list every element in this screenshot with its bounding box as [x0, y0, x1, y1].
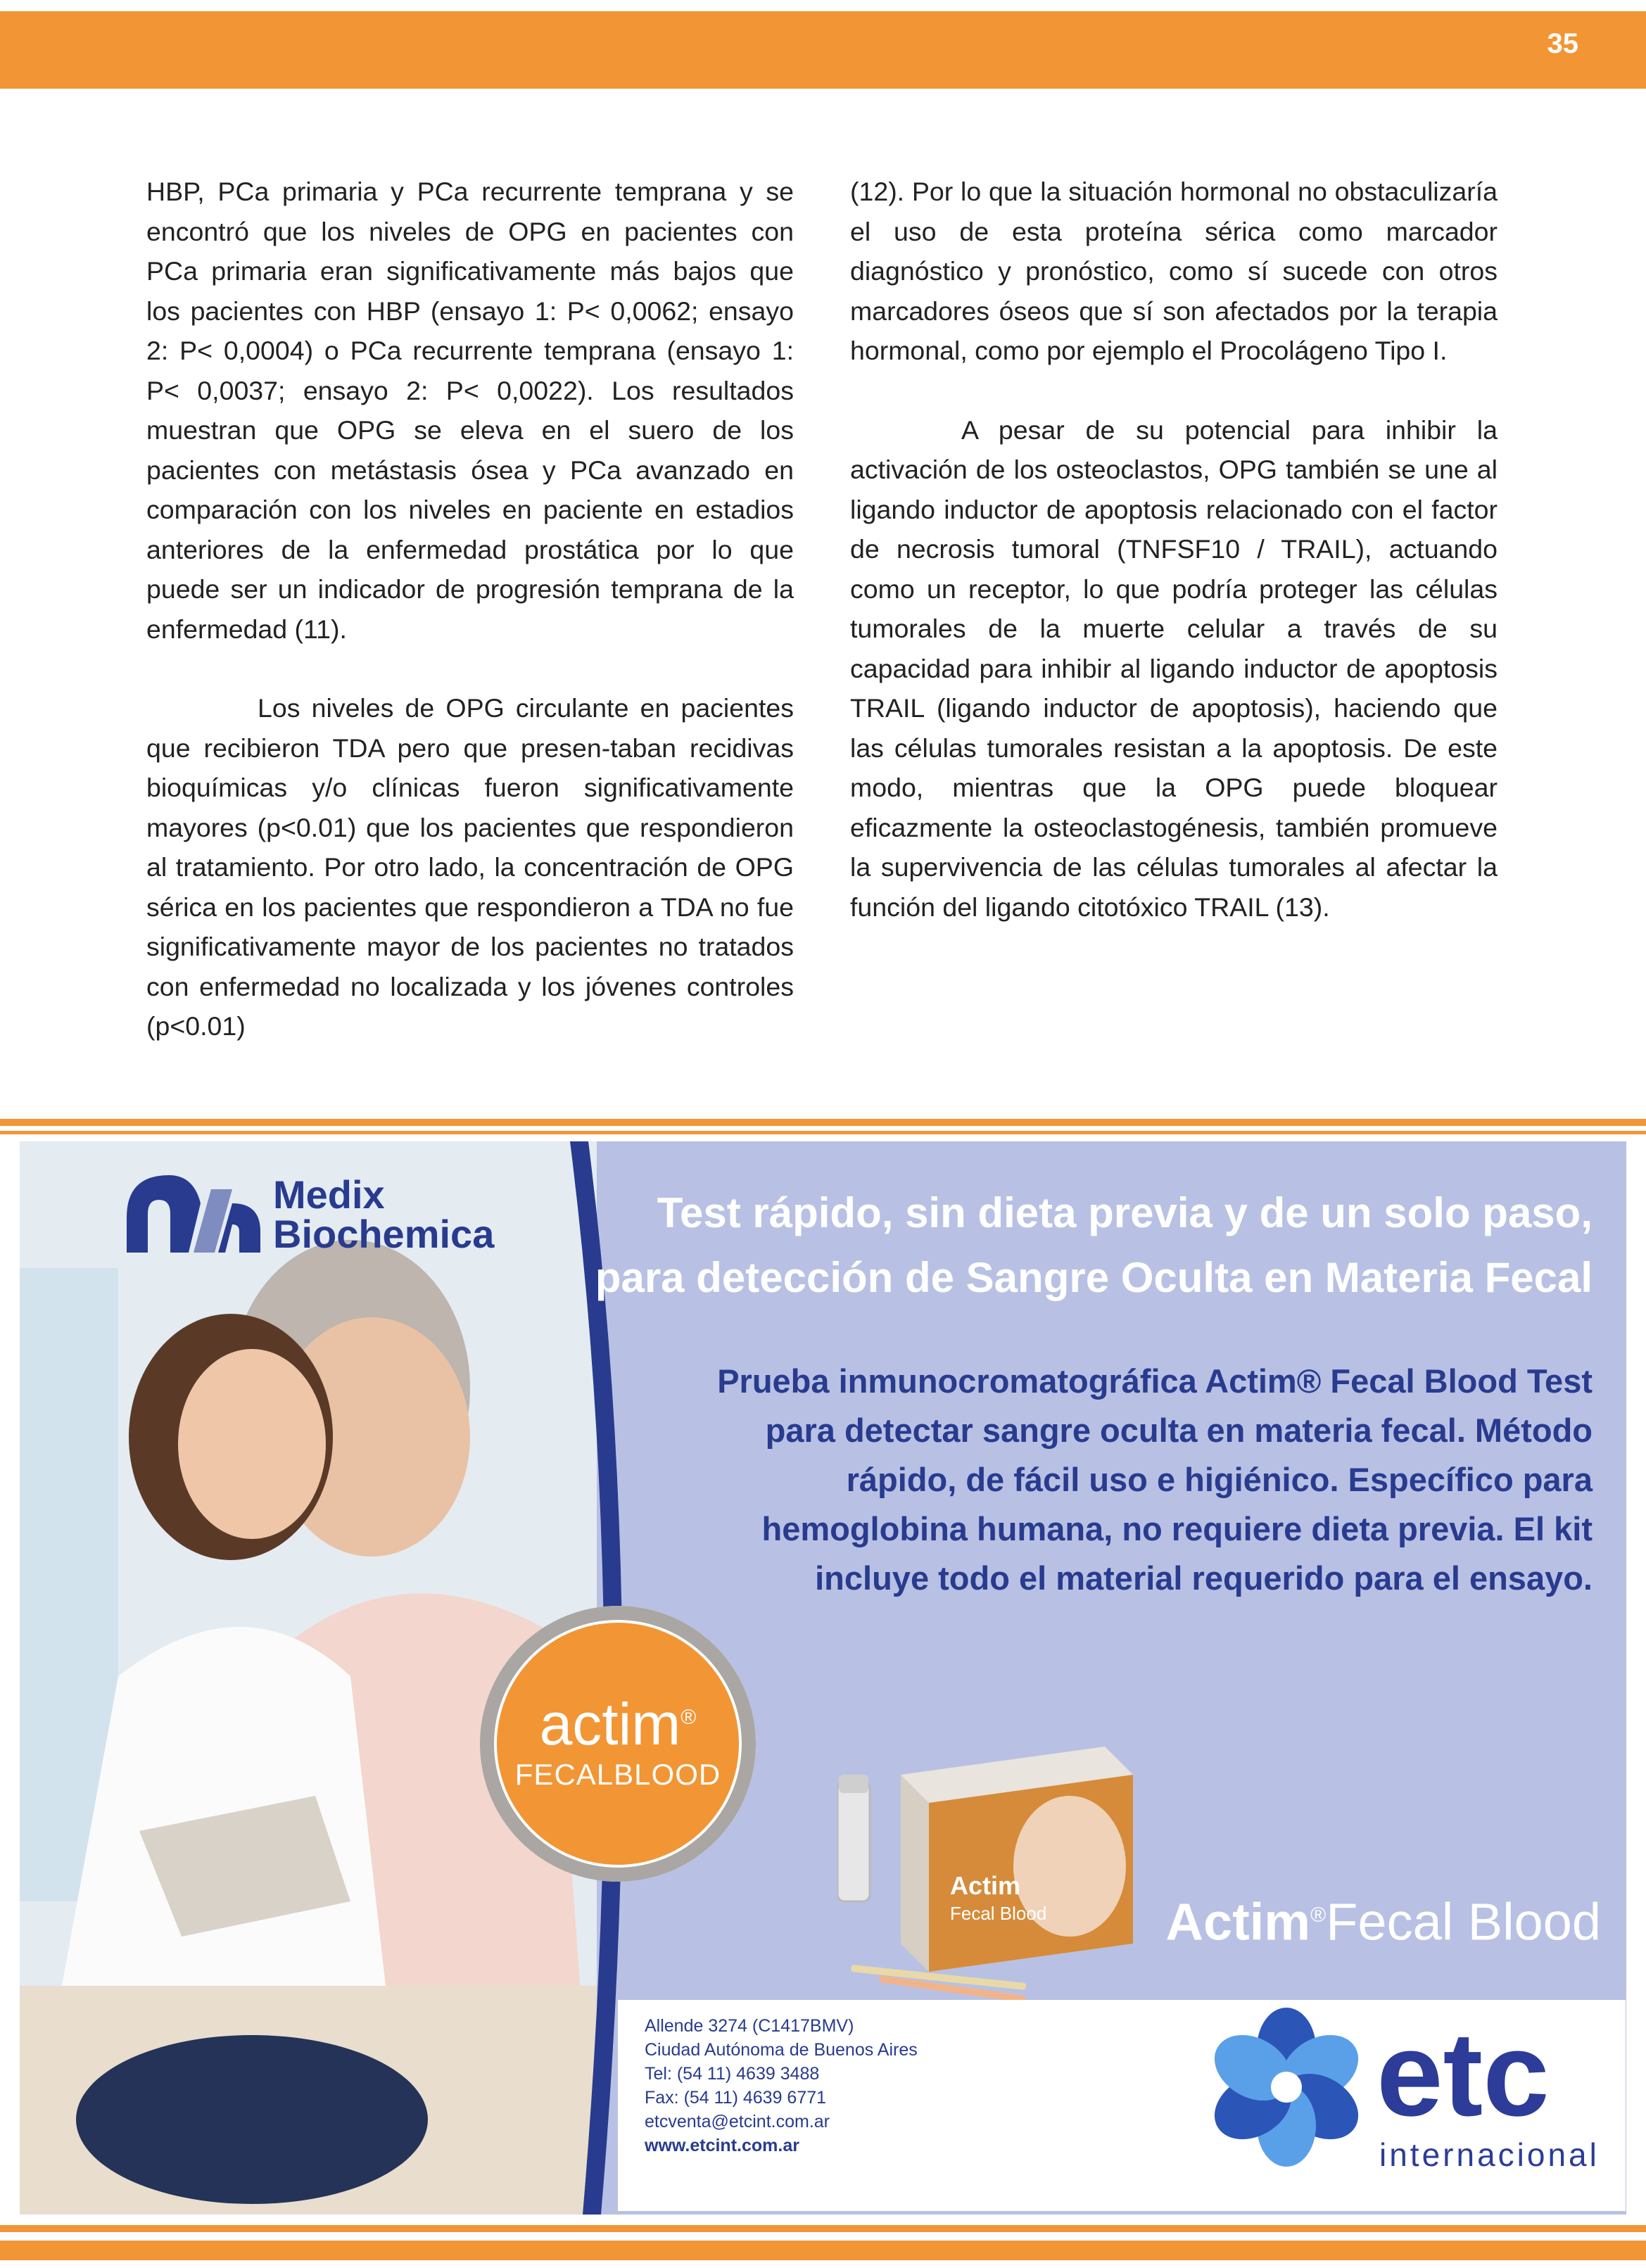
article-paragraph: A pesar de su potencial para inhibir la activación de los osteoclastos, OPG también se une al ligando inductor de apoptosis relacionado con el factor de necrosis tumoral (TNFSF10 / TRAIL), actuando como un receptor, lo que podría proteger las células tumorales de la muerte celular a través de su capacidad para inhibir al ligando inductor de apoptosis TRAIL (ligando inductor de apoptosis), haciendo que las células tumorales resistan a la apoptosis. De este modo, mientras que la OPG puede bloquear eficazmente la osteoclastogénesis, también promueve la supervivencia de las células tumorales al afectar la función del ligando citotóxico TRAIL (13).	[850, 414, 1498, 922]
medix-logo-icon	[127, 1175, 260, 1253]
contact-address: Allende 3274 (C1417BMV)	[645, 2016, 854, 2036]
actim-badge-word: actim®	[539, 1691, 697, 1757]
product-box-sublabel: Fecal Blood	[950, 1903, 1047, 1924]
logo-line-1: Medix	[273, 1172, 385, 1217]
contact-info	[645, 2014, 918, 2158]
actim-brand-wordmark: Actim®Fecal Blood	[1165, 1892, 1601, 1951]
medix-logo-text	[273, 1172, 495, 1256]
logo-line-2: Biochemica	[273, 1212, 495, 1256]
article-paragraph: HBP, PCa primaria y PCa recurrente temprana y se encontró que los niveles de OPG en pacientes con PCa primaria eran significativamente más bajos que los pacientes con HBP (ensayo 1: P< 0,0062; ensayo 2: P< 0,0004) o PCa recurrente temprana (ensayo 1: P< 0,0037; ensayo 2: P< 0,0022). Los resultados muestran que OPG se eleva en el suero de los pacientes con metástasis ósea y PCa avanzado en comparación con los niveles en paciente en estadios anteriores de la enfermedad prostática por lo que puede ser un indicador de progresión temprana de la enfermedad (11).	[146, 177, 794, 644]
contact-website: www.etcint.com.ar	[645, 2136, 799, 2155]
headline-line-1: Test rápido, sin dieta previa y de un solo paso,	[657, 1189, 1593, 1236]
article-column-left	[146, 172, 794, 1046]
description-line: hemoglobina humana, no requiere dieta previa. El kit	[761, 1510, 1593, 1547]
product-box-label: Actim	[950, 1871, 1021, 1900]
contact-city: Ciudad Autónoma de Buenos Aires	[645, 2040, 918, 2060]
product-kit-image	[837, 1732, 1175, 2000]
etc-internacional-logo	[1202, 2003, 1624, 2186]
ad-top-rule	[0, 1119, 1646, 1126]
ad-top-rule-thin	[0, 1131, 1646, 1134]
actim-badge-inner	[497, 1623, 739, 1865]
article-paragraph: Los niveles de OPG circulante en pacientes que recibieron TDA pero que presen-taban recidivas bioquímicas y/o clínicas fueron significativamente mayores (p<0.01) que los pacientes que respondieron al tratamiento. Por otro lado, la concentración de OPG sérica en los pacientes que respondieron a TDA no fue significativamente mayor de los pacientes no tratados con enfermedad no localizada y los jóvenes controles (p<0.01)	[146, 693, 794, 1041]
article-paragraph: (12). Por lo que la situación hormonal no obstaculizaría el uso de esta proteína sérica como marcador diagnóstico y pronóstico, como sí sucede con otros marcadores óseos que sí son afectados por la terapia hormonal, como por ejemplo el Procolágeno Tipo I.	[850, 177, 1498, 365]
ad-description	[642, 1357, 1593, 1603]
page-number: 35	[1547, 28, 1578, 59]
advertisement	[20, 1141, 1626, 2215]
article-column-right	[850, 172, 1498, 927]
description-line: Prueba inmunocromatográfica Actim® Fecal Blood Test	[717, 1362, 1593, 1400]
etc-flower-icon	[1203, 2008, 1370, 2167]
etc-subtitle: internacional	[1379, 2136, 1600, 2173]
actim-badge-subtitle: FECALBLOOD	[514, 1758, 721, 1791]
actim-badge	[480, 1606, 756, 1882]
description-line: para detectar sangre oculta en materia fecal. Método	[765, 1412, 1593, 1449]
ad-bottom-rule	[0, 2225, 1646, 2232]
ad-bottom-band	[0, 2241, 1646, 2260]
description-line: incluye todo el material requerido para el ensayo.	[815, 1559, 1593, 1597]
headline-line-2: para detección de Sangre Oculta en Materia Fecal	[595, 1254, 1593, 1301]
description-line: rápido, de fácil uso e higiénico. Específico para	[846, 1461, 1593, 1498]
header-bar	[0, 11, 1646, 89]
contact-fax: Fax: (54 11) 4639 6771	[645, 2088, 827, 2108]
contact-email: etcventa@etcint.com.ar	[645, 2112, 830, 2131]
etc-wordmark: etc	[1376, 2008, 1550, 2141]
ad-headline	[565, 1181, 1593, 1310]
contact-phone: Tel: (54 11) 4639 3488	[645, 2064, 820, 2084]
